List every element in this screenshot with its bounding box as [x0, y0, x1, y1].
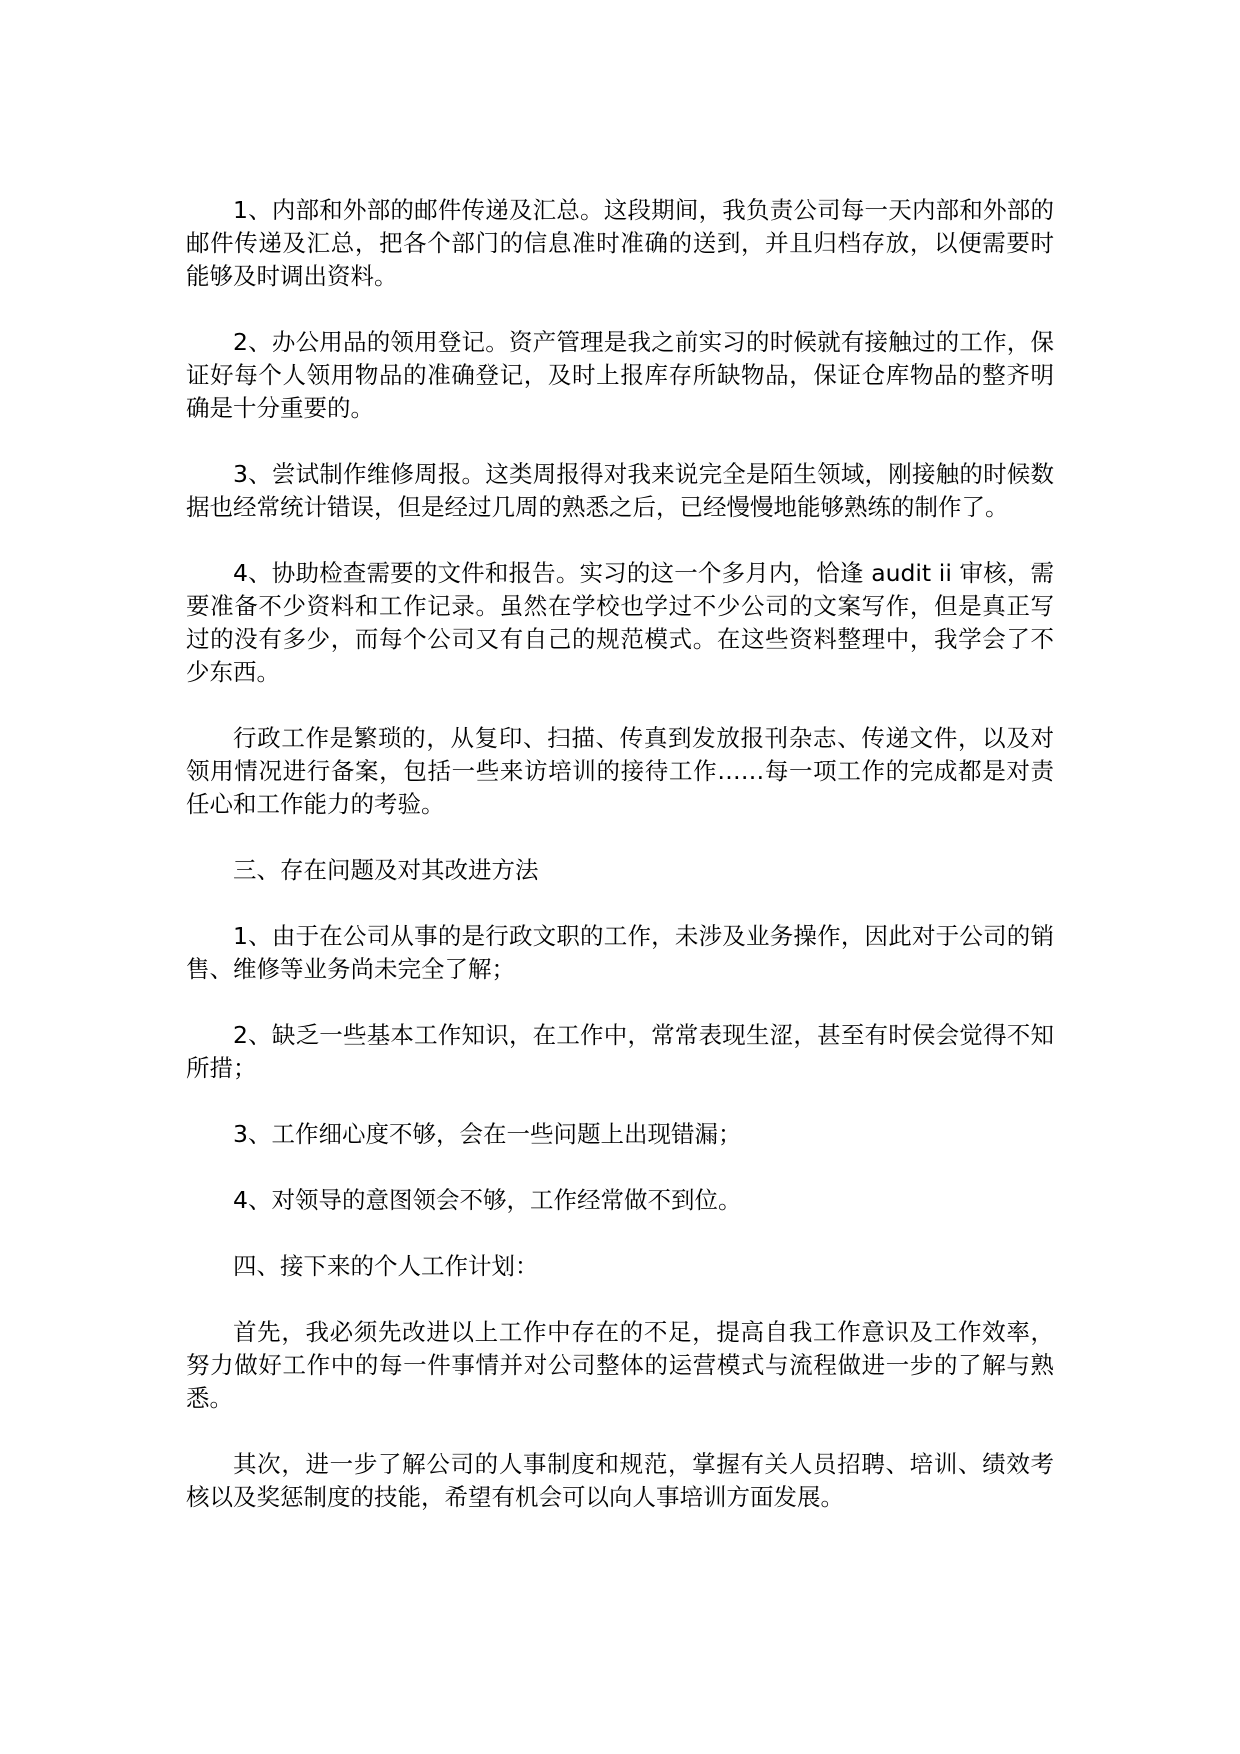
paragraph-work-item-1: 1、内部和外部的邮件传递及汇总。这段期间，我负责公司每一天内部和外部的邮件传递及汇总，把各个部门的信息准时准确的送到，并且归档存放，以便需要时能够及时调出资料。	[186, 196, 1054, 290]
paragraph-problem-3: 3、工作细心度不够，会在一些问题上出现错漏；	[233, 1120, 742, 1148]
paragraph-work-item-2: 2、办公用品的领用登记。资产管理是我之前实习的时候就有接触过的工作，保证好每个人领用物品的准确登记，及时上报库存所缺物品，保证仓库物品的整齐明确是十分重要的。	[186, 328, 1054, 422]
paragraph-plan-second: 其次，进一步了解公司的人事制度和规范，掌握有关人员招聘、培训、绩效考核以及奖惩制度的技能，希望有机会可以向人事培训方面发展。	[186, 1450, 1054, 1511]
paragraph-plan-first: 首先，我必须先改进以上工作中存在的不足，提高自我工作意识及工作效率，努力做好工作中的每一件事情并对公司整体的运营模式与流程做进一步的了解与熟悉。	[186, 1318, 1054, 1412]
paragraph-problem-1: 1、由于在公司从事的是行政文职的工作，未涉及业务操作，因此对于公司的销售、维修等业务尚未完全了解；	[186, 922, 1054, 983]
document-body	[186, 194, 1054, 1514]
paragraph-problem-2: 2、缺乏一些基本工作知识，在工作中，常常表现生涩，甚至有时侯会觉得不知所措；	[186, 1021, 1054, 1082]
section-heading-problems: 三、存在问题及对其改进方法	[233, 856, 539, 884]
paragraph-work-item-3: 3、尝试制作维修周报。这类周报得对我来说完全是陌生领域，刚接触的时候数据也经常统计错误，但是经过几周的熟悉之后，已经慢慢地能够熟练的制作了。	[186, 460, 1054, 521]
section-heading-plan: 四、接下来的个人工作计划：	[233, 1252, 539, 1280]
paragraph-work-summary: 行政工作是繁琐的，从复印、扫描、传真到发放报刊杂志、传递文件，以及对领用情况进行备案，包括一些来访培训的接待工作……每一项工作的完成都是对责任心和工作能力的考验。	[186, 724, 1054, 818]
paragraph-problem-4: 4、对领导的意图领会不够，工作经常做不到位。	[233, 1186, 742, 1214]
paragraph-work-item-4: 4、协助检查需要的文件和报告。实习的这一个多月内，恰逢 audit ii 审核，需要准备不少资料和工作记录。虽然在学校也学过不少公司的文案写作，但是真正写过的没有多少，而每个公司又有自己的规范模式。在这些资料整理中，我学会了不少东西。	[186, 559, 1054, 686]
